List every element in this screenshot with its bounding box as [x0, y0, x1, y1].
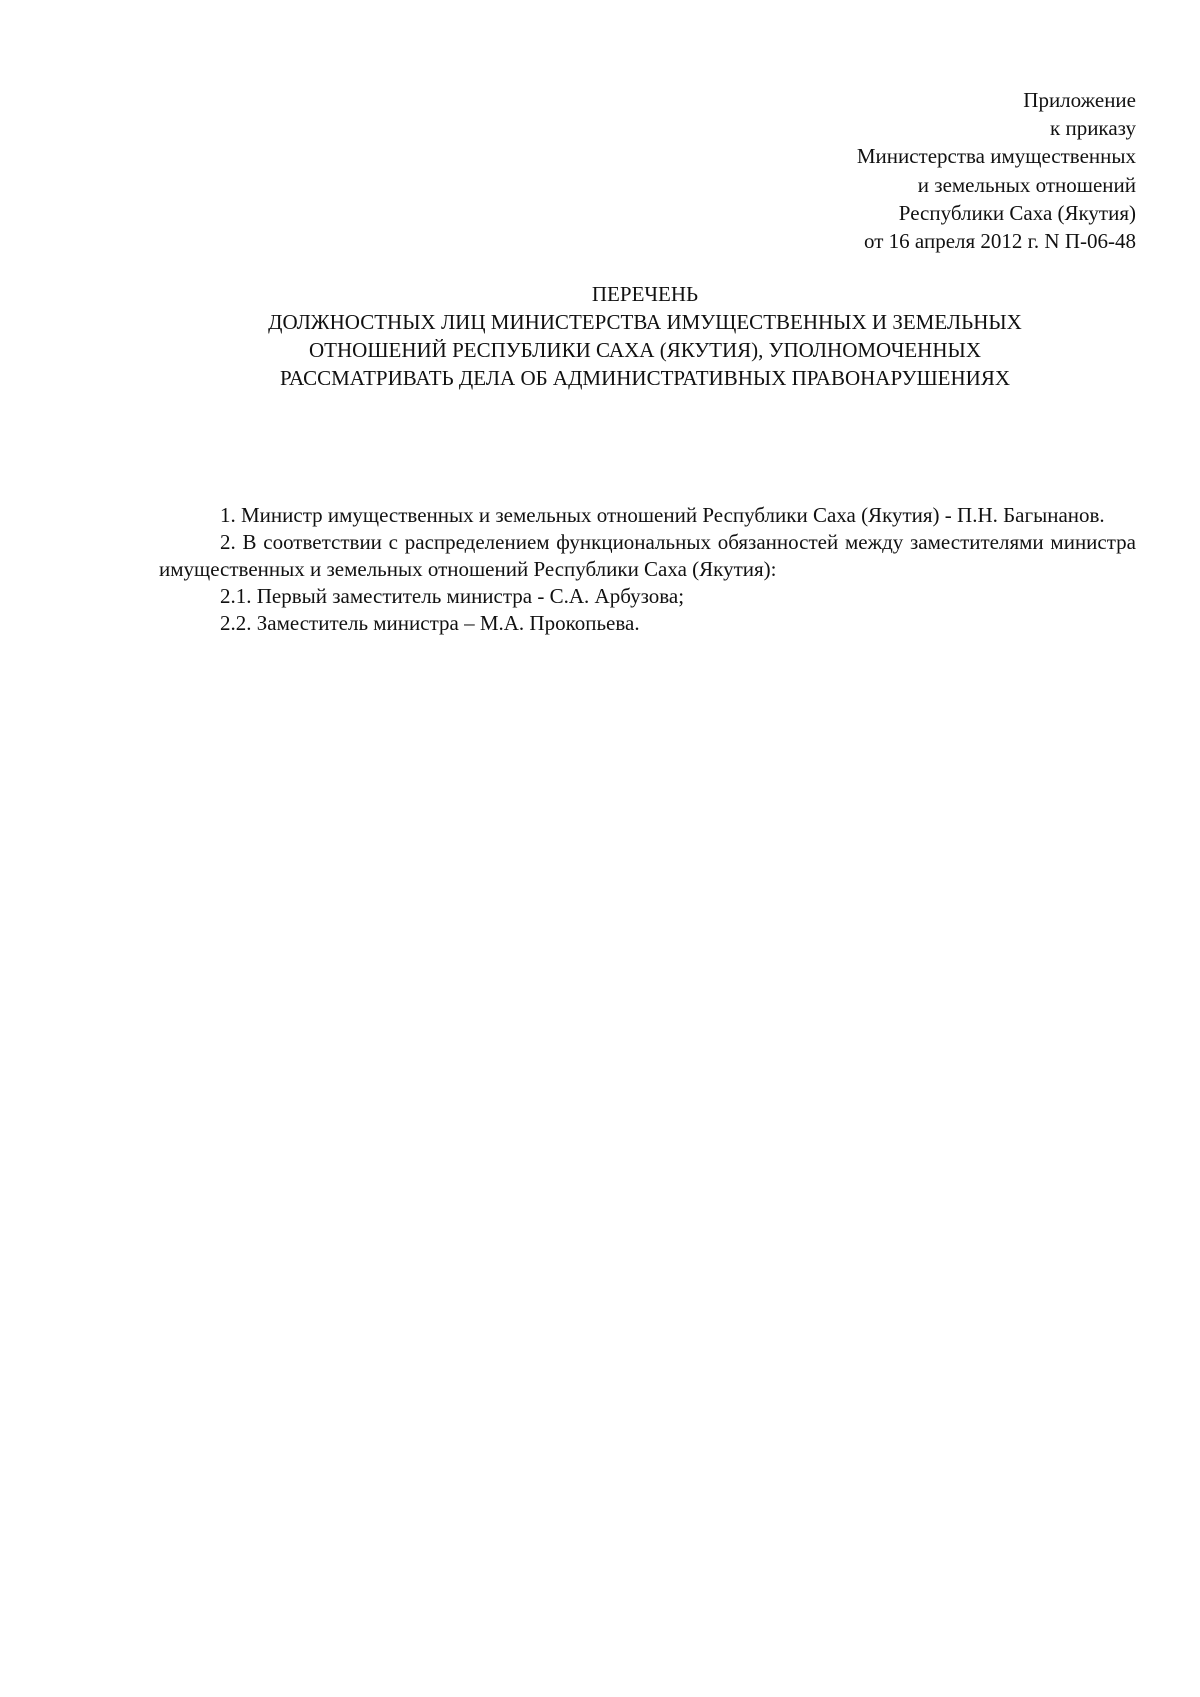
- appendix-line-title: Приложение: [1023, 88, 1136, 112]
- title-line-heading: ПЕРЕЧЕНЬ: [591, 282, 699, 306]
- title-line-1: ДОЛЖНОСТНЫХ ЛИЦ МИНИСТЕРСТВА ИМУЩЕСТВЕННЫХ И ЗЕМЕЛЬНЫХ: [268, 310, 1022, 334]
- title-line-3: РАССМАТРИВАТЬ ДЕЛА ОБ АДМИНИСТРАТИВНЫХ ПРАВОНАРУШЕНИЯХ: [279, 366, 1010, 390]
- list-item-deputy: 2.2. Заместитель министра – М.А. Прокопьева.: [220, 611, 640, 635]
- appendix-line-relations: и земельных отношений: [917, 172, 1136, 197]
- paragraph-minister: 1. Министр имущественных и земельных отношений Республики Саха (Якутия) - П.Н. Багынанов.: [220, 503, 1105, 527]
- appendix-line-ministry: Министерства имущественных: [856, 144, 1136, 169]
- appendix-header: [616, 86, 1136, 255]
- paragraph-deputies: 2. В соответствии с распределением функциональных обязанностей между заместителями министра имущественных и земельных отношений Республики Саха (Якутия):: [159, 530, 1136, 581]
- list-item-first-deputy: 2.1. Первый заместитель министра - С.А. Арбузова;: [220, 584, 685, 608]
- appendix-line-date-number: от 16 апреля 2012 г. N П-06-48: [864, 229, 1136, 254]
- document-body: [159, 502, 1136, 637]
- appendix-line-order: к приказу: [1050, 116, 1136, 141]
- appendix-line-republic: Республики Саха (Якутия): [898, 200, 1136, 225]
- title-line-2: ОТНОШЕНИЙ РЕСПУБЛИКИ САХА (ЯКУТИЯ), УПОЛНОМОЧЕННЫХ: [309, 338, 981, 362]
- document-title: [150, 280, 1140, 392]
